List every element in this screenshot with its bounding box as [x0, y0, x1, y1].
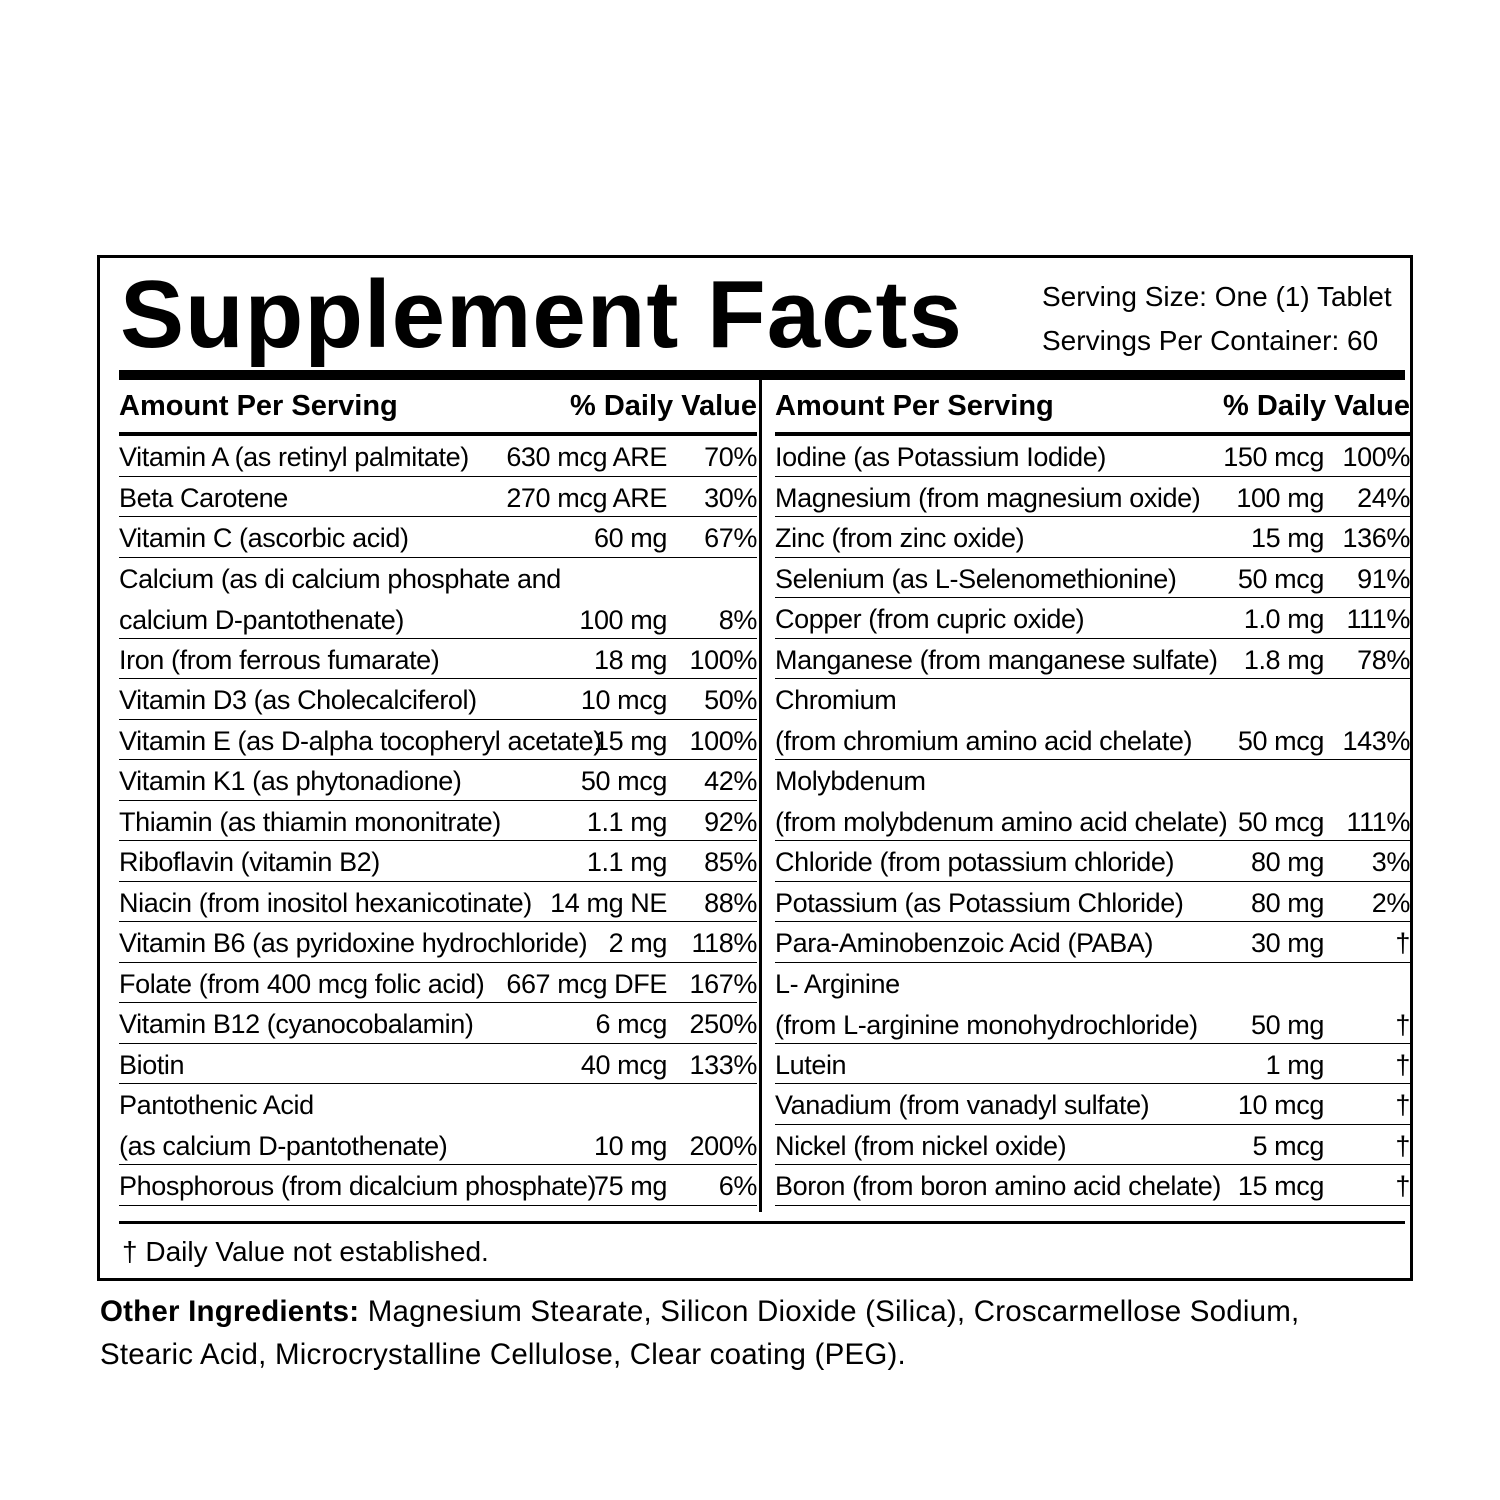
nutrient-amount: 50 mcg [1237, 726, 1324, 756]
nutrient-row [119, 1003, 757, 1044]
nutrient-amount: 30 mg [1250, 928, 1324, 958]
nutrient-amount: 1.1 mg [586, 806, 667, 837]
nutrient-amount: 18 mg [593, 644, 667, 675]
nutrient-daily-value: 91% [1357, 563, 1410, 594]
nutrient-name: Vitamin C (ascorbic acid) [119, 523, 409, 553]
nutrient-daily-value: 85% [704, 847, 757, 877]
nutrient-daily-value: 100% [689, 644, 757, 675]
nutrient-daily-value: 67% [704, 523, 757, 553]
nutrient-row [119, 639, 757, 680]
nutrient-daily-value: 167% [689, 968, 757, 999]
nutrient-name: Phosphorous (from dicalcium phosphate) [119, 1171, 597, 1201]
nutrient-row [119, 1044, 757, 1085]
nutrient-daily-value: 30% [704, 482, 757, 513]
nutrient-daily-value: 200% [689, 1131, 757, 1161]
nutrient-row [775, 517, 1410, 558]
nutrient-amount: 1.1 mg [586, 847, 667, 877]
nutrient-amount: 15 mcg [1237, 1171, 1324, 1201]
nutrient-source: (as calcium D-pantothenate) [119, 1131, 448, 1161]
nutrient-row [775, 1084, 1410, 1125]
nutrient-amount: 50 mcg [1237, 807, 1324, 837]
nutrient-amount: 14 mg NE [550, 887, 667, 918]
nutrient-name: Vitamin A (as retinyl palmitate) [119, 442, 469, 472]
nutrient-row [775, 1165, 1410, 1206]
nutrient-name: Vitamin B6 (as pyridoxine hydrochloride) [119, 928, 588, 958]
nutrient-daily-value: † [1395, 1171, 1410, 1201]
nutrient-name: Boron (from boron amino acid chelate) [775, 1171, 1221, 1201]
nutrient-row [119, 922, 757, 963]
nutrient-name: Para-Aminobenzoic Acid (PABA) [775, 928, 1154, 958]
bottom-rule [119, 1221, 1405, 1224]
nutrient-row [775, 558, 1410, 599]
nutrient-row [119, 1165, 757, 1206]
nutrient-daily-value: 100% [1342, 442, 1410, 472]
nutrient-daily-value: 42% [704, 766, 757, 796]
nutrient-row [775, 922, 1410, 963]
nutrient-daily-value: † [1395, 1130, 1410, 1161]
nutrient-row [119, 841, 757, 882]
nutrient-row [775, 679, 1410, 760]
nutrient-name: Calcium (as di calcium phosphate and [119, 563, 561, 594]
nutrient-name: Folate (from 400 mcg folic acid) [119, 968, 485, 999]
nutrient-daily-value: 2% [1371, 887, 1410, 918]
nutrient-row [775, 477, 1410, 518]
nutrient-daily-value: 118% [691, 928, 757, 958]
nutrient-amount: 1.8 mg [1243, 644, 1324, 675]
footnote: † Daily Value not established. [122, 1236, 489, 1267]
nutrient-daily-value: 100% [689, 725, 757, 756]
nutrient-name: Vitamin B12 (cyanocobalamin) [119, 1009, 474, 1039]
nutrient-amount: 5 mcg [1252, 1130, 1324, 1161]
nutrient-name: Manganese (from manganese sulfate) [775, 644, 1218, 675]
nutrient-daily-value: 143% [1342, 726, 1410, 756]
nutrient-amount: 100 mg [1236, 482, 1324, 513]
nutrient-source: calcium D-pantothenate) [119, 604, 404, 635]
nutrient-name: Molybdenum [775, 766, 926, 796]
nutrient-row [775, 963, 1410, 1044]
left-column-header [119, 380, 757, 436]
nutrient-row [119, 517, 757, 558]
nutrient-row [775, 598, 1410, 639]
nutrient-row [119, 963, 757, 1004]
nutrient-name: Beta Carotene [119, 482, 288, 513]
nutrient-amount: 6 mcg [595, 1009, 667, 1039]
nutrient-daily-value: 6% [718, 1171, 757, 1201]
nutrient-amount: 80 mg [1250, 887, 1324, 918]
nutrient-daily-value: 111% [1346, 604, 1410, 634]
column-divider [759, 380, 762, 1212]
nutrient-row [119, 1084, 757, 1165]
nutrient-name: Iodine (as Potassium Iodide) [775, 442, 1106, 472]
nutrient-row [775, 639, 1410, 680]
other-ingredients-label: Other Ingredients: [100, 1295, 360, 1328]
nutrient-row [775, 882, 1410, 923]
servings-per-container: Servings Per Container: 60 [1042, 325, 1379, 356]
nutrient-amount: 100 mg [579, 604, 667, 635]
nutrient-row [775, 1044, 1410, 1085]
nutrient-name: Magnesium (from magnesium oxide) [775, 482, 1201, 513]
nutrient-row [775, 760, 1410, 841]
nutrient-row [775, 841, 1410, 882]
nutrient-name: Iron (from ferrous fumarate) [119, 644, 440, 675]
nutrient-amount: 15 mg [593, 725, 667, 756]
nutrient-amount: 270 mcg ARE [506, 482, 667, 513]
other-ingredients [100, 1290, 1380, 1376]
nutrient-name: Thiamin (as thiamin mononitrate) [119, 806, 501, 837]
nutrient-amount: 667 mcg DFE [506, 968, 667, 999]
daily-value-heading: % Daily Value [1223, 390, 1410, 422]
nutrient-amount: 2 mg [608, 928, 667, 958]
panel-title: Supplement Facts [120, 261, 963, 368]
nutrient-daily-value: 111% [1346, 807, 1410, 837]
nutrient-name: Zinc (from zinc oxide) [775, 523, 1025, 553]
nutrient-daily-value: 70% [704, 442, 757, 472]
nutrient-daily-value: 136% [1342, 523, 1410, 553]
nutrient-amount: 15 mg [1250, 523, 1324, 553]
left-column [119, 380, 757, 1206]
nutrient-row [119, 801, 757, 842]
nutrient-daily-value: 8% [718, 604, 757, 635]
nutrient-name: Vitamin E (as D-alpha tocopheryl acetate) [119, 725, 602, 756]
nutrient-name: Niacin (from inositol hexanicotinate) [119, 887, 532, 918]
nutrient-daily-value: 78% [1357, 644, 1410, 675]
nutrient-amount: 1 mg [1265, 1049, 1324, 1080]
nutrient-row [775, 436, 1410, 477]
right-column [775, 380, 1410, 1206]
nutrient-row [775, 1125, 1410, 1166]
nutrient-row [119, 558, 757, 639]
nutrient-amount: 630 mcg ARE [506, 442, 667, 472]
nutrient-name: Vanadium (from vanadyl sulfate) [775, 1090, 1150, 1120]
nutrient-row [119, 720, 757, 761]
nutrient-daily-value: † [1395, 1090, 1410, 1120]
nutrient-daily-value: 133% [689, 1049, 757, 1080]
nutrient-source: (from L-arginine monohydrochloride) [775, 1009, 1198, 1040]
nutrient-daily-value: 24% [1357, 482, 1410, 513]
nutrient-name: Selenium (as L-Selenomethionine) [775, 563, 1177, 594]
nutrient-row [119, 477, 757, 518]
other-ingredients-text: Magnesium Stearate, Silicon Dioxide (Silica), Croscarmellose Sodium, Stearic Acid, Microcrystalline Cellulose, Clear coating (PEG). [100, 1295, 1300, 1371]
serving-size: Serving Size: One (1) Tablet [1042, 281, 1392, 312]
nutrient-daily-value: † [1395, 1009, 1410, 1040]
nutrient-name: Chromium [775, 685, 897, 715]
nutrient-amount: 10 mcg [580, 685, 667, 715]
nutrient-amount: 1.0 mg [1243, 604, 1324, 634]
right-column-header [775, 380, 1410, 436]
nutrient-row [119, 679, 757, 720]
nutrient-name: Pantothenic Acid [119, 1090, 314, 1120]
nutrient-daily-value: 50% [704, 685, 757, 715]
nutrient-amount: 60 mg [593, 523, 667, 553]
nutrient-source: (from chromium amino acid chelate) [775, 726, 1193, 756]
nutrient-amount: 80 mg [1250, 847, 1324, 877]
nutrient-name: Biotin [119, 1049, 185, 1080]
amount-per-serving-heading: Amount Per Serving [775, 390, 1054, 422]
nutrient-row [119, 882, 757, 923]
nutrient-name: Riboflavin (vitamin B2) [119, 847, 380, 877]
nutrient-amount: 50 mcg [580, 766, 667, 796]
nutrient-row [119, 436, 757, 477]
nutrient-source: (from molybdenum amino acid chelate) [775, 807, 1228, 837]
nutrient-daily-value: 88% [704, 887, 757, 918]
nutrient-name: Chloride (from potassium chloride) [775, 847, 1175, 877]
nutrient-amount: 50 mcg [1237, 563, 1324, 594]
nutrient-name: L- Arginine [775, 968, 900, 999]
supplement-facts-panel [97, 255, 1413, 1281]
nutrient-amount: 10 mg [593, 1131, 667, 1161]
nutrient-amount: 40 mcg [580, 1049, 667, 1080]
nutrient-name: Nickel (from nickel oxide) [775, 1130, 1067, 1161]
nutrient-name: Vitamin D3 (as Cholecalciferol) [119, 685, 477, 715]
nutrient-name: Lutein [775, 1049, 847, 1080]
nutrient-amount: 150 mcg [1223, 442, 1324, 472]
nutrient-name: Copper (from cupric oxide) [775, 604, 1085, 634]
amount-per-serving-heading: Amount Per Serving [119, 390, 398, 422]
nutrient-daily-value: 92% [704, 806, 757, 837]
nutrient-amount: 50 mg [1250, 1009, 1324, 1040]
nutrient-daily-value: † [1395, 928, 1410, 958]
nutrient-row [119, 760, 757, 801]
nutrient-name: Vitamin K1 (as phytonadione) [119, 766, 462, 796]
nutrient-daily-value: 3% [1371, 847, 1410, 877]
nutrient-amount: 75 mg [593, 1171, 667, 1201]
nutrient-name: Potassium (as Potassium Chloride) [775, 887, 1184, 918]
daily-value-heading: % Daily Value [570, 390, 757, 422]
thick-rule [119, 370, 1405, 380]
nutrient-daily-value: 250% [689, 1009, 757, 1039]
nutrient-daily-value: † [1395, 1049, 1410, 1080]
nutrient-amount: 10 mcg [1237, 1090, 1324, 1120]
